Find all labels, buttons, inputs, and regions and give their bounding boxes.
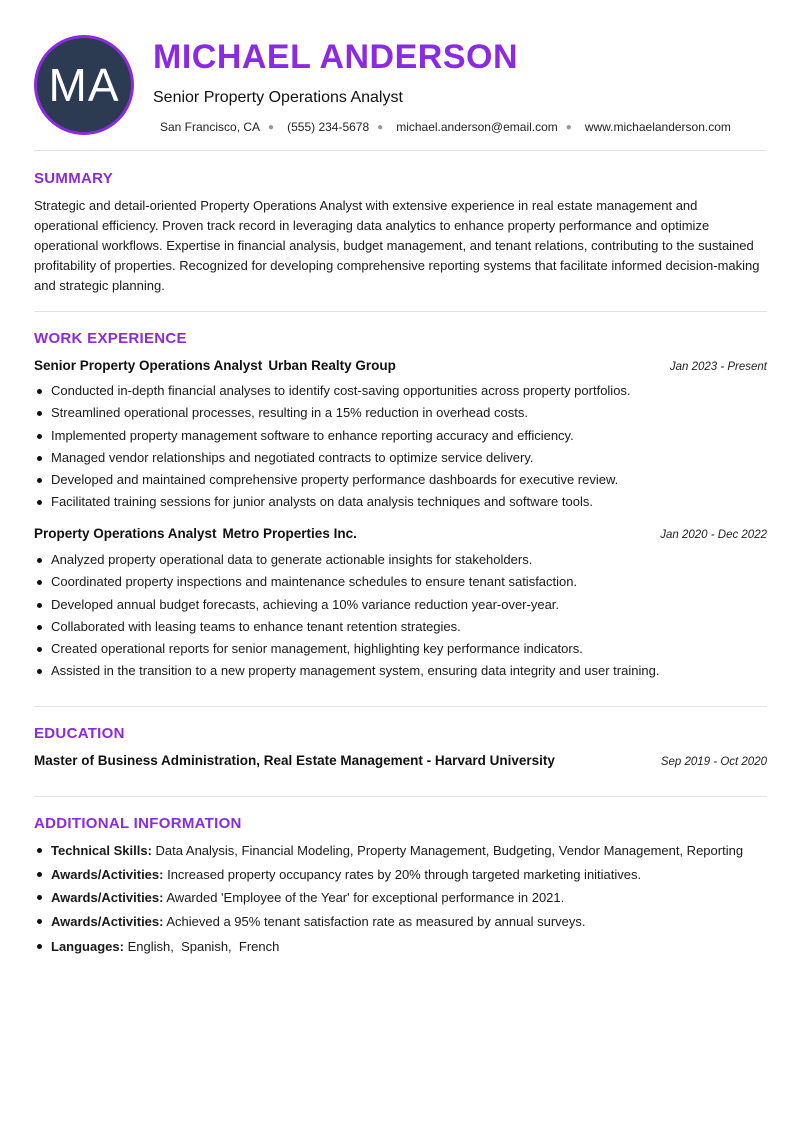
candidate-name: MICHAEL ANDERSON [153,38,519,76]
separator-dot-icon: ● [377,121,384,133]
job-role: Property Operations Analyst [34,526,217,541]
item-label: Technical Skills: [51,843,152,858]
section-divider [34,706,767,707]
education-degree: Master of Business Administration, Real Estate Management - Harvard University [34,753,555,768]
list-item: Facilitated training sessions for junior analysts on data analysis techniques and software tools. [34,491,767,513]
section-divider [34,150,767,151]
summary-text: Strategic and detail-oriented Property Operations Analyst with extensive experience in real estate management and operational efficiency. Proven track record in leveraging data analytics to enhance property performance and optimize operational workflows. Expertise in financial analysis, budget management, and tenant relations, contributing to the sustained profitability of properties. Recognized for developing comprehensive reporting systems that facilitate informed decision-making and strategic planning. [34,198,760,293]
job-role-line [34,358,396,373]
job-header [34,526,767,541]
experience-heading: WORK EXPERIENCE [34,330,187,347]
job-dates: Jan 2023 - Present [669,361,767,373]
contact-location: San Francisco, CA [160,120,261,134]
avatar [34,35,134,135]
list-item: Developed annual budget forecasts, achieving a 10% variance reduction year-over-year. [34,594,767,616]
job-bullets [34,380,767,514]
item-label: Awards/Activities: [51,866,164,882]
list-item [34,839,767,863]
list-item: Managed vendor relationships and negotiated contracts to optimize service delivery. [34,447,767,469]
list-item: Implemented property management software to enhance reporting accuracy and efficiency. [34,425,767,447]
summary-heading: SUMMARY [34,170,114,187]
item-text: English, Spanish, French [127,939,280,954]
candidate-title: Senior Property Operations Analyst [153,89,403,106]
item-text: Achieved a 95% tenant satisfaction rate as measured by annual surveys. [166,913,586,929]
item-label: Awards/Activities: [51,890,164,905]
item-text: Awarded 'Employee of the Year' for exceptional performance in 2021. [166,890,565,905]
item-text: Increased property occupancy rates by 20% through targeted marketing initiatives. [167,866,642,882]
list-item [34,910,767,934]
education-dates: Sep 2019 - Oct 2020 [660,756,767,768]
job-company: Urban Realty Group [268,358,396,373]
job-dates: Jan 2020 - Dec 2022 [660,529,767,541]
section-divider [34,311,767,312]
additional-heading: ADDITIONAL INFORMATION [34,815,242,832]
job-role: Senior Property Operations Analyst [34,358,263,373]
list-item: Created operational reports for senior management, highlighting key performance indicators. [34,638,767,660]
item-text: Data Analysis, Financial Modeling, Property Management, Budgeting, Vendor Management, Reporting [155,843,744,858]
list-item: Developed and maintained comprehensive property performance dashboards for executive review. [34,469,767,491]
avatar-initials: MA [48,59,120,111]
job-company: Metro Properties Inc. [222,526,357,541]
job-header [34,358,767,373]
list-item [34,935,767,959]
list-item: Collaborated with leasing teams to enhance tenant retention strategies. [34,616,767,638]
contact-email: michael.anderson@email.com [396,120,558,134]
contact-phone: (555) 234-5678 [287,120,370,134]
contact-website: www.michaelanderson.com [584,120,731,134]
list-item [34,886,767,910]
item-label: Awards/Activities: [51,913,164,929]
additional-list [34,839,767,959]
list-item [34,863,767,887]
list-item: Conducted in-depth financial analyses to identify cost-saving opportunities across property portfolios. [34,380,767,402]
list-item: Coordinated property inspections and maintenance schedules to ensure tenant satisfaction. [34,571,767,593]
separator-dot-icon: ● [565,121,572,133]
contact-bar [160,120,731,134]
section-divider [34,796,767,797]
item-label: Languages: [51,939,124,954]
job-role-line [34,526,357,541]
education-heading: EDUCATION [34,725,125,742]
list-item: Analyzed property operational data to generate actionable insights for stakeholders. [34,549,767,571]
separator-dot-icon: ● [268,121,275,133]
education-entry [34,753,767,768]
job-bullets [34,549,767,683]
list-item: Streamlined operational processes, resulting in a 15% reduction in overhead costs. [34,402,767,424]
list-item: Assisted in the transition to a new property management system, ensuring data integrity and user training. [34,660,767,682]
